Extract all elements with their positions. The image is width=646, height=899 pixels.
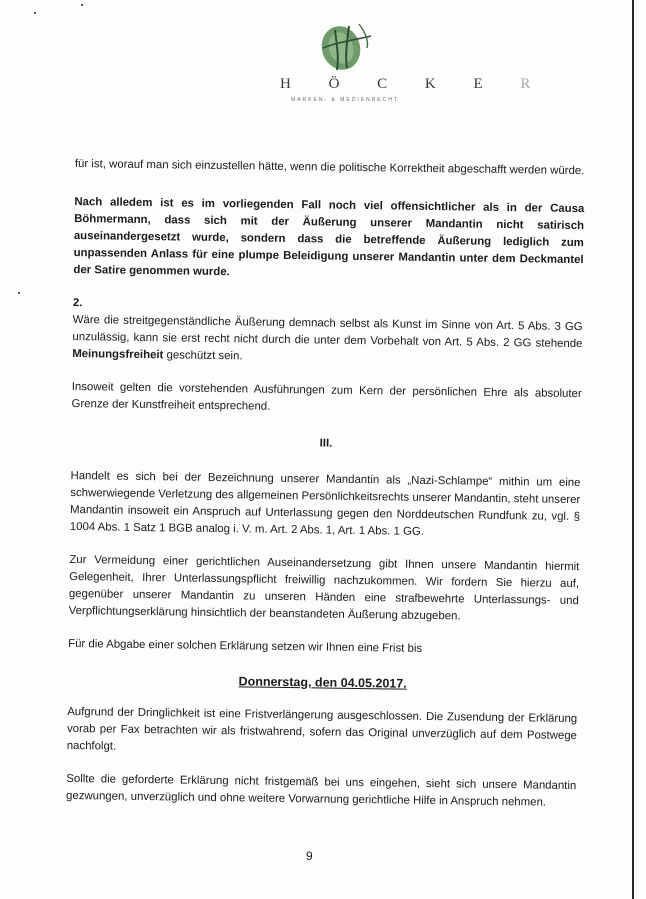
scan-speck bbox=[18, 292, 20, 294]
section-3-heading: III. bbox=[319, 437, 333, 450]
paragraph-deadline-intro: Für die Abgabe einer solchen Erklärung setzen wir Ihnen eine Frist bis bbox=[68, 637, 423, 655]
page-number: 9 bbox=[306, 849, 313, 863]
paragraph-conclusion: Nach alledem ist es im vorliegenden Fall noch viel offensichtlicher als in der Causa Böhmermann, dass sich mit der Äußerung unserer Mandantin nicht satirisch auseinandergesetzt wurde, sondern dass die betreffende Äußerung lediglich zum unpassenden Anlass für eine plumpe Beleidigung unserer Mandantin unter dem Deckmantel der Satire genommen wurde. bbox=[73, 195, 585, 279]
paragraph-art5 bbox=[72, 312, 583, 370]
section-2-number: 2. bbox=[72, 296, 83, 310]
scan-edge-line bbox=[632, 0, 634, 899]
paragraph-art5-text: Wäre die streitgegenständliche Äußerung demnach selbst als Kunst im Sinne von Art. 5 Abs. 3 GG unzulässig, kann sie erst recht nicht durch die unter dem Vorbehalt von Art. 5 Abs. 2 GG stehende bbox=[72, 313, 583, 351]
letterhead-firm-name bbox=[280, 76, 548, 93]
paragraph-insoweit: Insoweit gelten die vorstehenden Ausführungen zum Kern der persönlichen Ehre als absoluter Grenze der Kunstfreiheit entsprechend. bbox=[71, 380, 582, 413]
scan-speck bbox=[34, 12, 36, 14]
paragraph-art5-ending: geschützt sein. bbox=[163, 349, 243, 363]
letterhead-subtitle: MARKEN- & MEDIENRECHT bbox=[291, 97, 399, 103]
paragraph-consequence: Sollte die geforderte Erklärung nicht fristgemäß bei uns eingehen, sieht sich unsere Mandantin gezwungen, unverzüglich und ohne weitere Vorwarnung gerichtliche Hilfe in Anspruch nehmen. bbox=[65, 772, 577, 809]
firm-name-main: H Ö C K E bbox=[280, 76, 521, 92]
firm-name-last-letter: R bbox=[520, 76, 548, 92]
term-meinungsfreiheit: Meinungsfreiheit bbox=[72, 347, 164, 362]
letter-body bbox=[66, 156, 585, 812]
scan-speck bbox=[81, 4, 83, 6]
paragraph-request: Zur Vermeidung einer gerichtlichen Auseinandersetzung gibt Ihnen unsere Mandantin hiermit Gelegenheit, Ihrer Unterlassungspflicht freiwillig nachzukommen. Wir fordern Sie hierzu auf, gegenüber unserer Mandantin zu unseren Händen eine strafbewehrte Unterlassungs- und Verpflichtungserklärung hinsichtlich der beanstandeten Äußerung abzugeben. bbox=[68, 553, 580, 623]
letterhead-logo bbox=[270, 18, 548, 103]
deadline-date: Donnerstag, den 04.05.2017. bbox=[238, 674, 407, 691]
paragraph-claim: Handelt es sich bei der Bezeichnung unserer Mandantin als „Nazi-Schlampe“ mithin um eine schwerwiegende Verletzung des allgemeinen Persönlichkeitsrechts unserer Mandantin, steht unserer Mandantin insoweit ein Anspruch auf Unterlassung gegen den Norddeutschen Rundfunk zu, vgl. § 1004 Abs. 1 Satz 1 BGB analog i. V. m. Art. 2 Abs. 1, Art. 1 Abs. 1 GG. bbox=[69, 469, 581, 538]
paragraph-continuation: für ist, worauf man sich einzustellen hätte, wenn die politische Korrektheit abgeschafft werden würde. bbox=[74, 157, 585, 178]
hoecker-logo-icon bbox=[315, 18, 375, 74]
paragraph-fax: Aufgrund der Dringlichkeit ist eine Fristverlängerung ausgeschlossen. Die Zusendung der Erklärung vorab per Fax betrachten wir als fristwahrend, sofern das Original unverzüglich auf dem Postwege nachfolgt. bbox=[66, 705, 578, 753]
